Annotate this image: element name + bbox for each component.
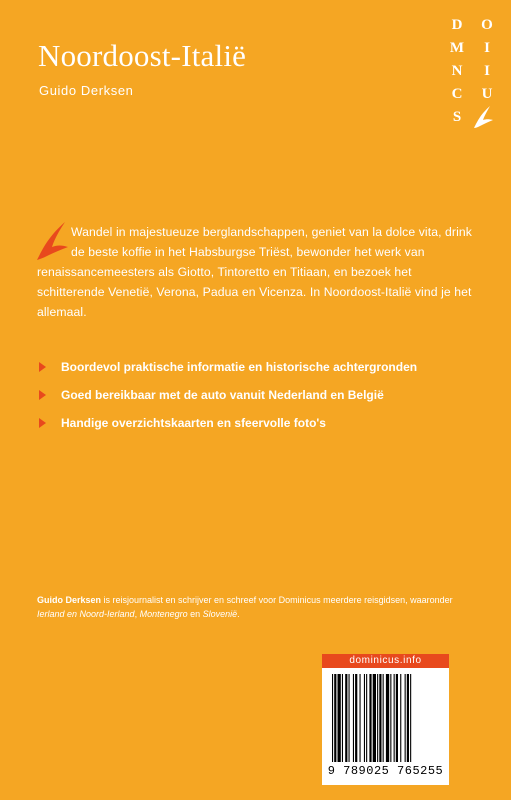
feature-list [37, 359, 477, 443]
barcode-bar [405, 674, 406, 762]
arrow-right-icon [39, 418, 46, 428]
barcode-bar [407, 674, 409, 762]
list-item: Boordevol praktische informatie en historische achtergronden [37, 359, 477, 387]
barcode-bar [345, 674, 347, 762]
barcode-bar [400, 674, 401, 762]
swallow-icon [472, 104, 494, 130]
list-item: Handige overzichtskaarten en sfeervolle foto's [37, 415, 477, 443]
barcode-bar [390, 674, 391, 762]
barcode-bar [396, 674, 398, 762]
author-name: Guido Derksen [39, 83, 134, 98]
arrow-right-icon [39, 362, 46, 372]
barcode-bar [373, 674, 376, 762]
swallow-icon [35, 220, 69, 262]
book-title: Noordoost-Italië [38, 38, 247, 73]
author-bio: Guido Derksen is reisjournalist en schrijver en schreef voor Dominicus meerdere reisgidsen, waaronder Ierland en Noord-Ierland, Montenegro en Slovenië. [37, 595, 453, 619]
publisher-url: dominicus.info [322, 654, 449, 668]
barcode-bar [342, 674, 343, 762]
barcode-bar [349, 674, 350, 762]
barcode-bar [332, 674, 333, 762]
barcode-bar [383, 674, 384, 762]
intro-paragraph: Wandel in majestueuze berglandschappen, geniet van la dolce vita, drink de beste koffie in het Habsburgse Triëst, bewonder het werk van renaissancemeesters als Giotto, Tintoretto en Titiaan, en bezoek het schitterende Venetië, Verona, Padua en Vicenza. In Noordoost-Italië vind je het allemaal. [37, 222, 477, 322]
barcode-bar [410, 674, 411, 762]
barcode-bar [377, 674, 378, 762]
barcode-bar [366, 674, 367, 762]
arrow-right-icon [39, 390, 46, 400]
barcode-bar [353, 674, 354, 762]
barcode-bar [334, 674, 336, 762]
barcode-bar [394, 674, 395, 762]
barcode [332, 674, 439, 762]
barcode-bar [338, 674, 341, 762]
barcode-bar [355, 674, 357, 762]
barcode-bar [386, 674, 389, 762]
list-item: Goed bereikbaar met de auto vanuit Nederland en België [37, 387, 477, 415]
barcode-area [322, 668, 449, 785]
barcode-panel [322, 654, 449, 785]
barcode-bar [360, 674, 361, 762]
barcode-bar [364, 674, 365, 762]
dominicus-logo: D O M I N I C U S [448, 14, 496, 129]
isbn-number: 9 789025 765255 [327, 764, 444, 778]
barcode-bar [379, 674, 381, 762]
barcode-bar [369, 674, 371, 762]
